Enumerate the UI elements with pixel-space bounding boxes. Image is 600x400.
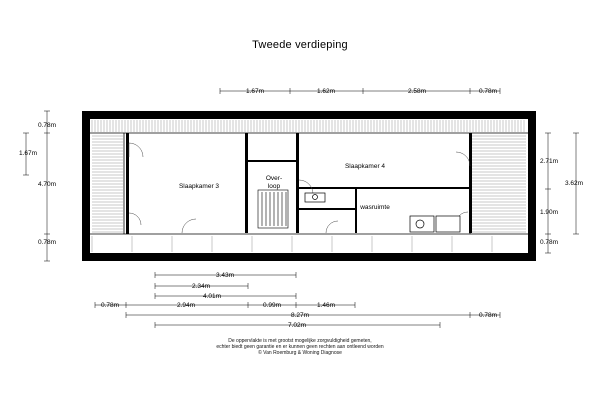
disclaimer-line-1: De oppervlakte is met grootst mogelijke zorgvuldigheid gemeten, [228, 338, 372, 344]
dim-bottom-3: 4.01m [202, 293, 222, 300]
dim-right-2: 3.62m [564, 180, 584, 187]
room-label-overloop-2: loop [267, 183, 281, 190]
dim-right-1: 2.71m [539, 158, 559, 165]
roof-hatch-bottom [92, 236, 492, 252]
dim-bottom-4c: 0.99m [262, 302, 282, 309]
dim-bottom-2: 2.34m [191, 283, 211, 290]
roof-slope-top [86, 119, 528, 133]
dim-right-3: 1.90m [539, 209, 559, 216]
roof-hatch-left [92, 136, 123, 232]
dim-bottom-4d: 1.46m [316, 302, 336, 309]
dimension-lines-bottom [95, 272, 500, 328]
outer-walls [82, 111, 536, 261]
room-label-overloop-1: Over- [265, 175, 283, 182]
dim-bottom-4b: 2.94m [176, 302, 196, 309]
disclaimer [0, 338, 600, 356]
floor-title: Tweede verdieping [252, 39, 348, 51]
room-label-slaapkamer-3: Slaapkamer 3 [178, 183, 220, 190]
room-label-slaapkamer-4: Slaapkamer 4 [344, 163, 386, 170]
dim-top-1: 1.67m [245, 88, 265, 95]
dimension-lines-right [545, 133, 579, 253]
dim-left-1: 0.78m [37, 122, 57, 129]
dim-right-4: 0.78m [539, 239, 559, 246]
dim-bottom-5b: 0.78m [478, 312, 498, 319]
roof-hatch-right [472, 136, 526, 232]
dim-bottom-5a: 8.27m [290, 312, 310, 319]
dim-bottom-1: 3.43m [215, 272, 235, 279]
dim-top-4: 0.78m [478, 88, 498, 95]
dim-bottom-6: 7.02m [287, 322, 307, 329]
dim-left-2: 1.67m [18, 150, 38, 157]
stair [258, 190, 288, 228]
knee-walls [90, 133, 528, 234]
dim-bottom-4a: 0.78m [100, 302, 120, 309]
dim-left-3: 4.70m [37, 181, 57, 188]
dim-left-4: 0.78m [37, 239, 57, 246]
dim-top-2: 1.62m [316, 88, 336, 95]
room-label-wasruimte: wasruimte [360, 204, 390, 211]
disclaimer-line-2: echter biedt geen garantie en er kunnen geen rechten aan ontleend worden [216, 344, 384, 350]
disclaimer-line-3: © Van Roemburg & Woning Diagnose [258, 350, 342, 356]
dim-top-3: 2.58m [407, 88, 427, 95]
